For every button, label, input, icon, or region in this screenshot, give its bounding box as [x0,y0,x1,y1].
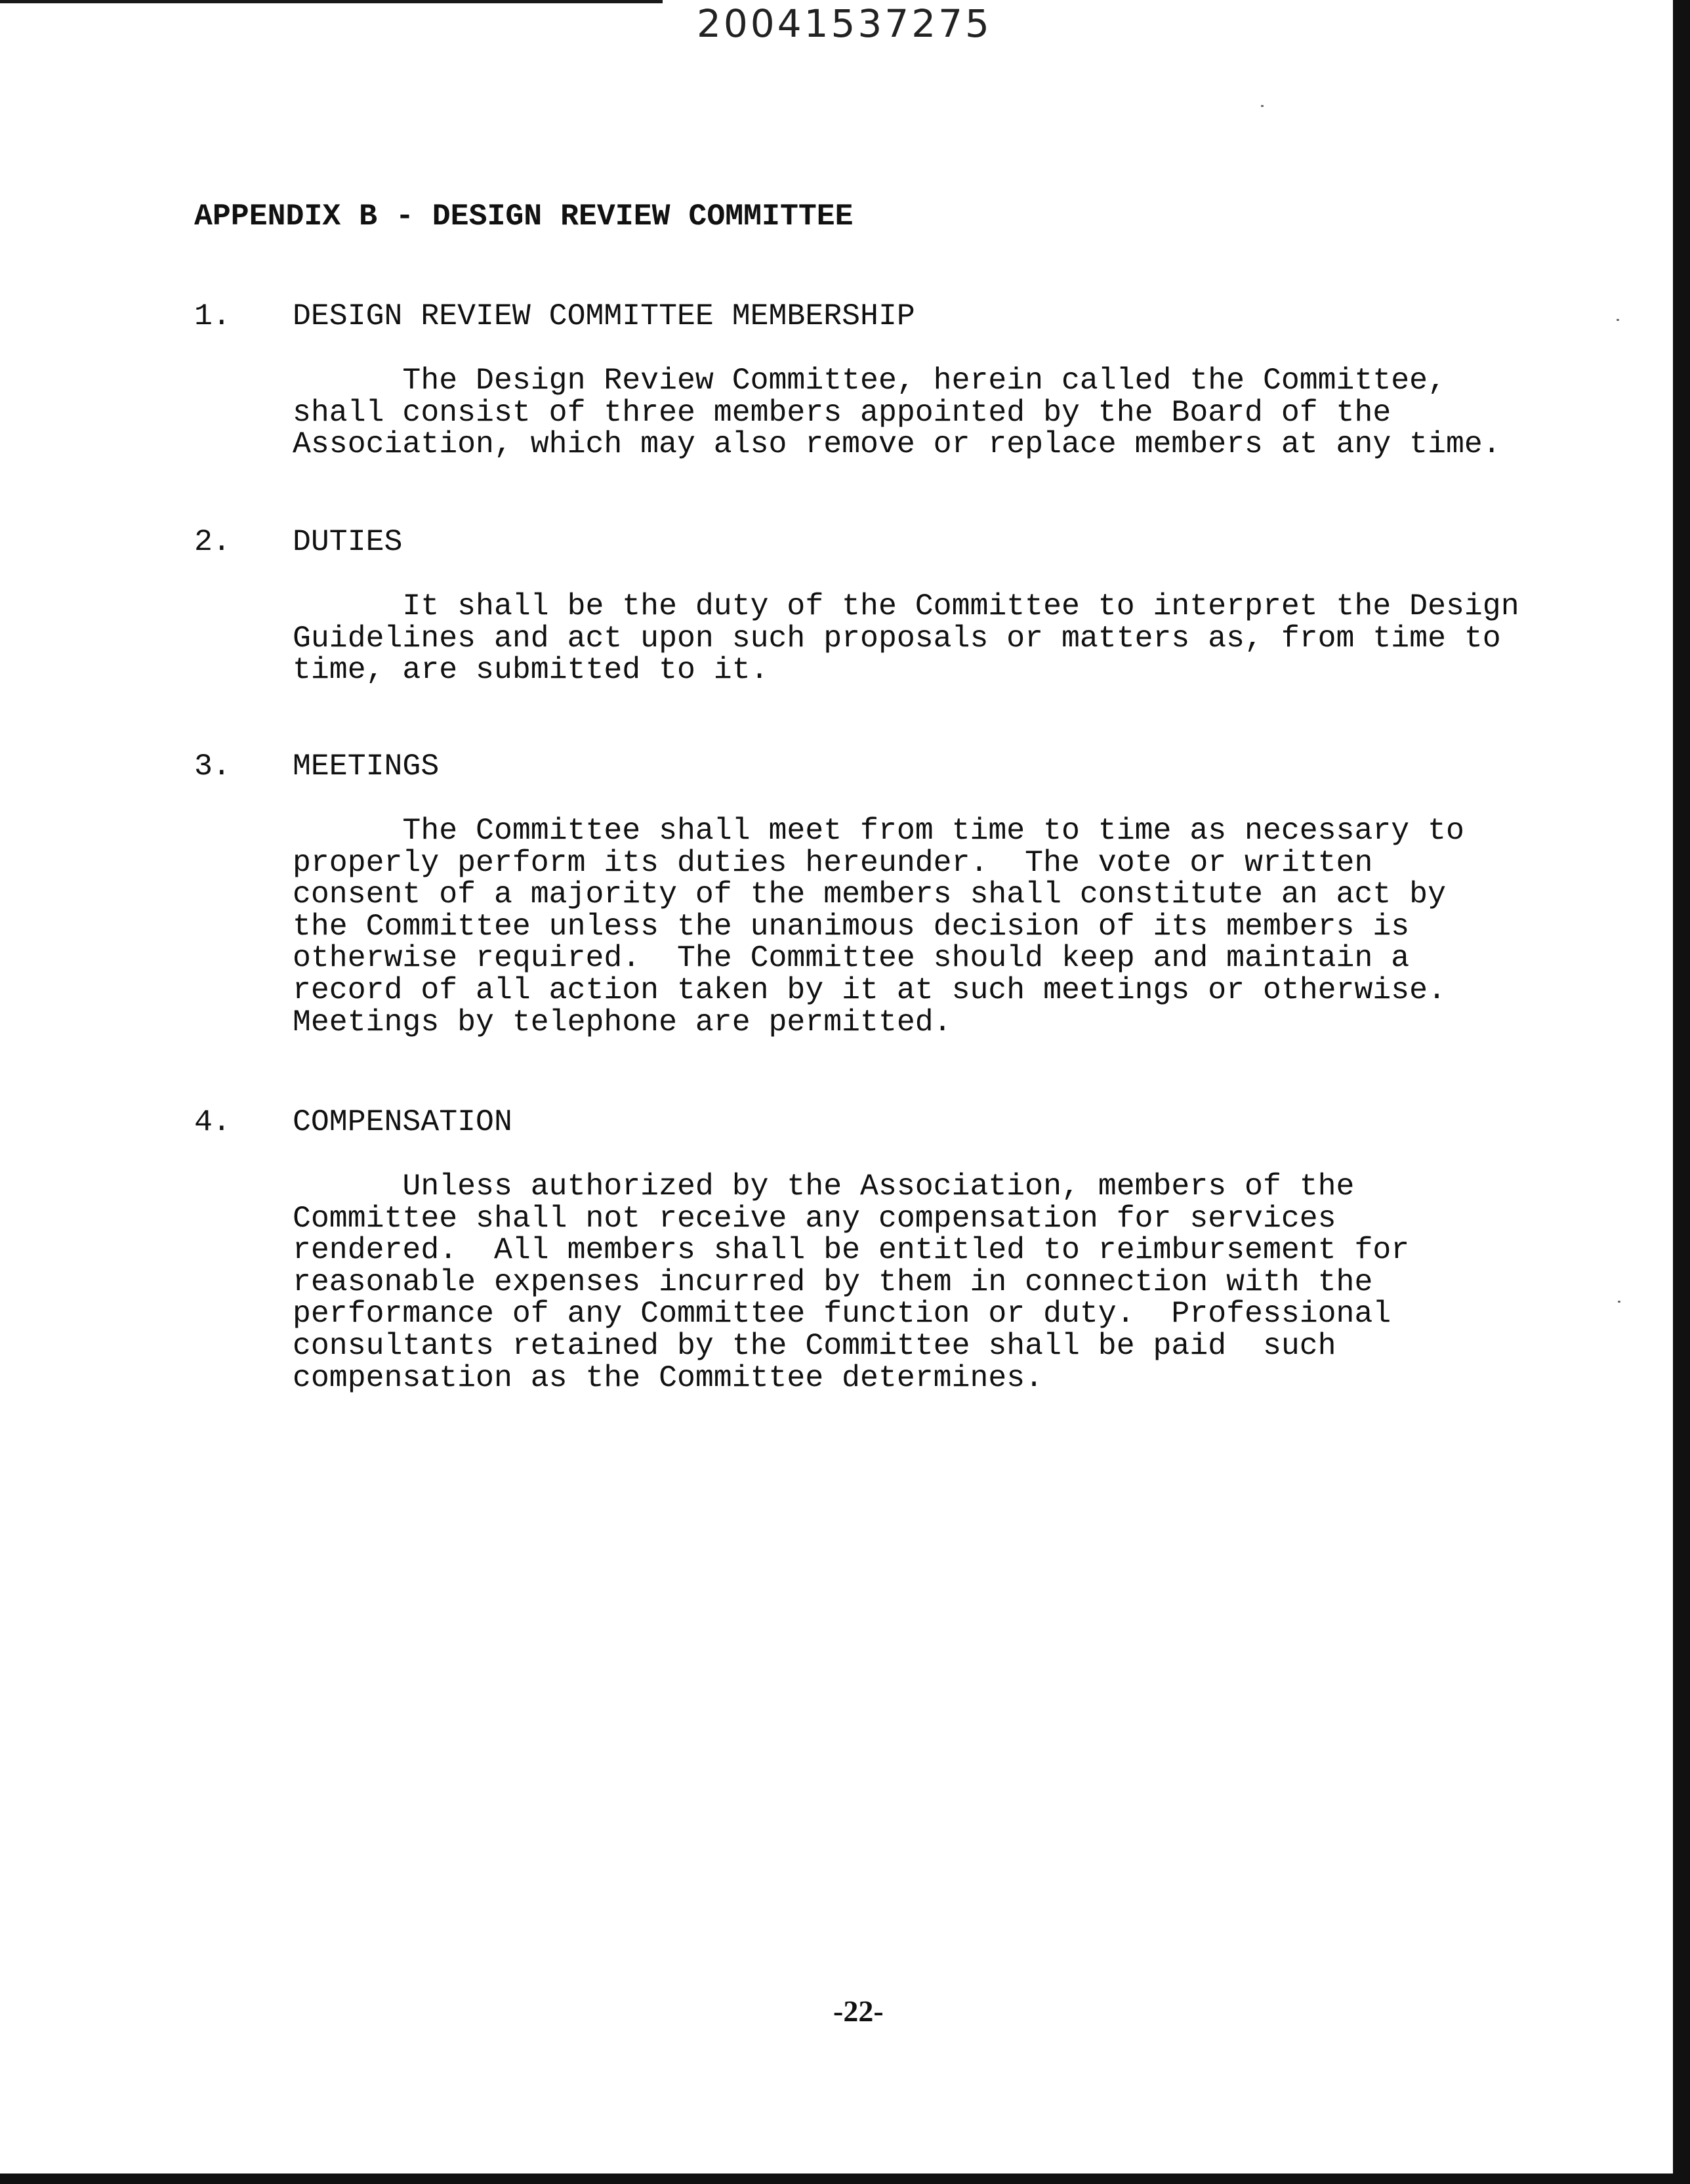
scan-speck [1618,1301,1620,1303]
body-line: time, are submitted to it. [293,652,769,688]
section-body-meetings [293,815,1464,1038]
body-line: reasonable expenses incurred by them in connection with the [293,1264,1373,1299]
section-body-compensation [293,1171,1409,1394]
section-number: 1. [194,299,231,333]
body-line: It shall be the duty of the Committee to interpret the Design [293,589,1519,623]
body-line: Guidelines and act upon such proposals or matters as, from time to [293,620,1501,656]
body-line: consent of a majority of the members shall constitute an act by [293,877,1446,912]
document-id: 20041537275 [697,1,992,46]
section-number: 4. [194,1104,231,1139]
section-number: 3. [194,749,231,784]
section-heading-meetings: MEETINGS [293,749,440,784]
body-line: The Design Review Committee, herein called the Committee, [293,363,1446,398]
scan-top-rule [0,0,663,3]
body-line: performance of any Committee function or duty. Professional [293,1296,1391,1332]
body-line: rendered. All members shall be entitled to reimbursement for [293,1232,1410,1268]
page-number: -22- [833,1994,884,2028]
body-line: properly perform its duties hereunder. The vote or written [293,845,1373,880]
body-line: the Committee unless the unanimous decision of its members is [293,908,1410,944]
body-line: Association, which may also remove or replace members at any time. [293,427,1501,462]
body-line: compensation as the Committee determines. [293,1360,1044,1395]
body-line: Meetings by telephone are permitted. [293,1004,952,1040]
body-line: Unless authorized by the Association, members of the [293,1169,1355,1204]
section-heading-duties: DUTIES [293,524,403,559]
section-heading-compensation: COMPENSATION [293,1104,512,1139]
section-body-membership [293,365,1501,461]
body-line: Committee shall not receive any compensation for services [293,1200,1336,1236]
appendix-title: APPENDIX B - DESIGN REVIEW COMMITTEE [194,199,854,234]
body-line: The Committee shall meet from time to time as necessary to [293,813,1464,848]
body-line: shall consist of three members appointed by the Board of the [293,394,1391,430]
section-number: 2. [194,524,231,559]
scan-speck [1617,319,1619,321]
body-line: consultants retained by the Committee shall be paid such [293,1328,1336,1363]
section-body-duties [293,591,1519,686]
scan-right-border [1673,0,1690,2184]
scan-speck [1261,105,1264,107]
section-heading-membership: DESIGN REVIEW COMMITTEE MEMBERSHIP [293,299,915,333]
body-line: record of all action taken by it at such meetings or otherwise. [293,972,1446,1007]
body-line: otherwise required. The Committee should keep and maintain a [293,940,1410,976]
scan-bottom-border [0,2174,1690,2184]
